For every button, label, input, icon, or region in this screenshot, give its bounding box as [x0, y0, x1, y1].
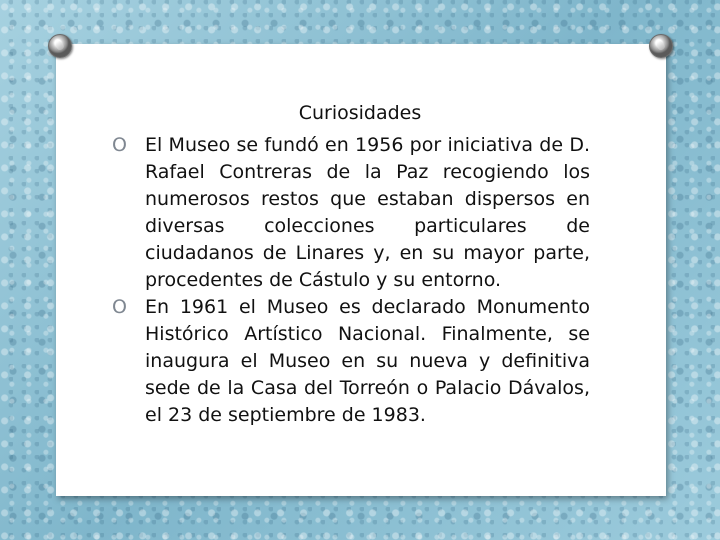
bullet-item	[112, 294, 590, 429]
bullet-text: En 1961 el Museo es declarado Monumento Histórico Artístico Nacional. Finalmente, se inaugura el Museo en su nueva y definitiva sede de la Casa del Torreón o Palacio Dávalos, el 23 de septiembre de 1983.	[145, 296, 590, 426]
bullet-marker-icon: O	[112, 296, 127, 318]
bullet-marker-icon: O	[112, 134, 127, 156]
pushpin-icon	[649, 34, 673, 58]
pushpin-icon	[48, 34, 72, 58]
bullet-item	[112, 132, 590, 294]
bullet-text: El Museo se fundó en 1956 por iniciativa de D. Rafael Contreras de la Paz recogiendo los numerosos restos que estaban dispersos en diversas colecciones particulares de ciudadanos de Linares y, en su mayor parte, procedentes de Cástulo y su entorno.	[145, 134, 590, 291]
slide-title-text: Curiosidades	[298, 102, 422, 124]
bullet-list	[112, 132, 590, 429]
slide-title	[0, 102, 720, 124]
